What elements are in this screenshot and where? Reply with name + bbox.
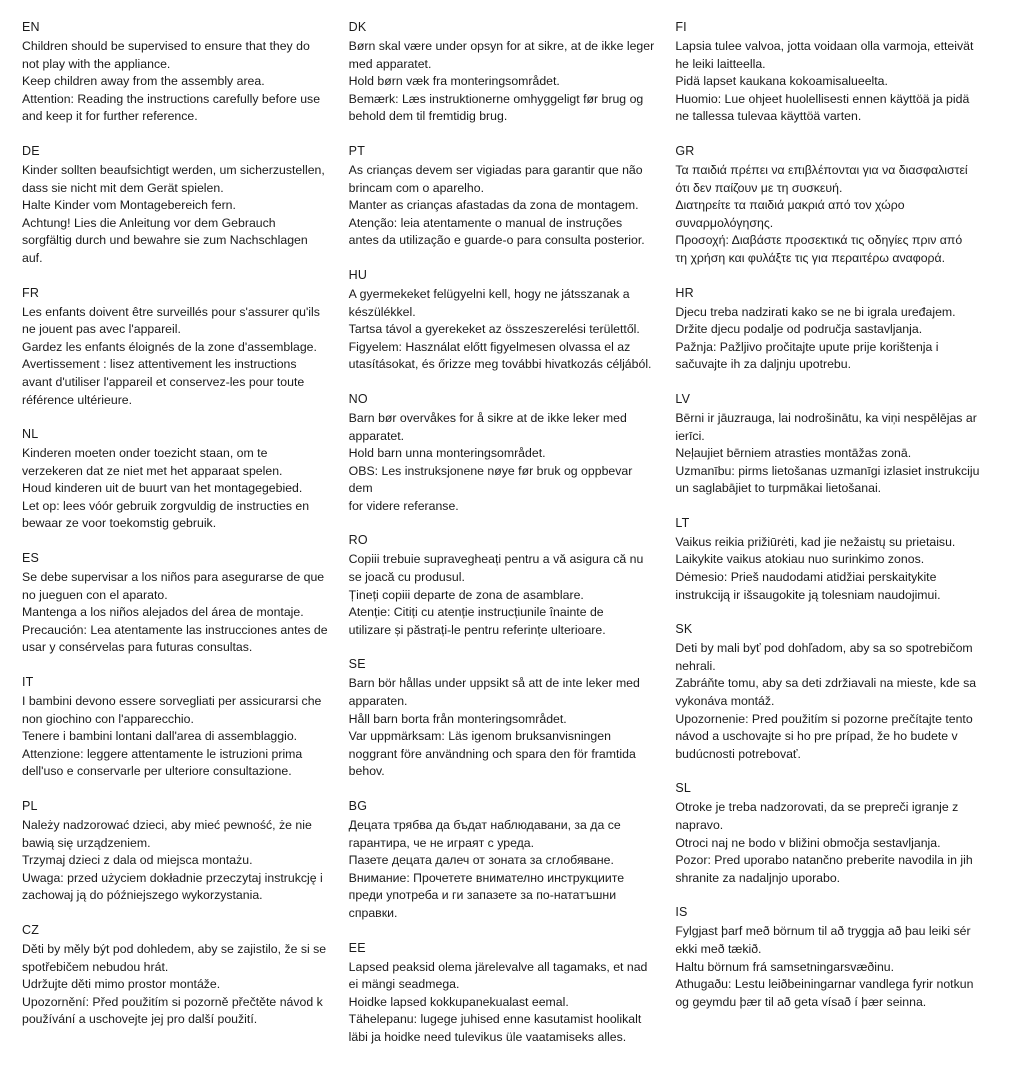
text-line: og geymdu þær til að geta vísað í þær seinna. [675, 994, 927, 1009]
text-line: he leiki laitteella. [675, 56, 766, 71]
language-block-hr [675, 286, 984, 374]
text-line: avant d'utiliser l'appareil et conservez-les pour toute [22, 374, 305, 389]
text-line: Gardez les enfants éloignés de la zone d'assemblage. [22, 339, 317, 354]
text-line: se joacă cu produsul. [348, 570, 465, 585]
text-line: apparatet. [348, 428, 405, 443]
text-line: Pažnja: Pažljivo pročitajte upute prije korištenja i [675, 339, 939, 354]
text-line: Dėmesio: Prieš naudodami atidžiai perskaitykite [675, 570, 937, 585]
language-code: DK [348, 20, 367, 34]
text-line: vykonáva montáž. [675, 694, 775, 709]
text-line: Halte Kinder vom Montagebereich fern. [22, 198, 236, 213]
language-code: FR [22, 285, 40, 300]
text-line: Children should be supervised to ensure that they do [22, 39, 310, 53]
text-line: Fylgjast þarf með börnum til að tryggja að þau leiki sér [675, 924, 971, 939]
text-line: Внимание: Прочетете внимателно инструкциите [348, 870, 625, 885]
language-column-3 [675, 20, 1002, 1029]
text-line: sačuvajte ih za daljnju upotrebu. [675, 357, 852, 372]
text-line: Upozornění: Před použitím si pozorně přečtěte návod k [22, 994, 323, 1009]
language-text [349, 410, 658, 516]
text-line: ekki með tækið. [675, 941, 762, 956]
text-line: τη χρήση και φυλάξτε τις για περαιτέρω αναφορά. [675, 250, 946, 265]
text-line: Manter as crianças afastadas da zona de montagem. [348, 198, 639, 213]
text-line: un saglabājiet to turpmākai lietošanai. [675, 481, 882, 496]
text-line: Attention: Reading the instructions carefully before use [22, 91, 321, 106]
language-block-sl [675, 781, 984, 887]
text-line: Let op: lees vóór gebruik zorgvuldig de instructies en [22, 498, 310, 513]
text-line: Uwaga: przed użyciem dokładnie przeczytaj instrukcję i [22, 870, 323, 885]
text-line: läbi ja hoidke need tulevikus üle vaatamiseks alles. [348, 1029, 627, 1044]
language-block-ro [349, 533, 658, 639]
text-line: Haltu börnum frá samsetningarsvæðinu. [675, 959, 895, 974]
text-line: Athugaðu: Lestu leiðbeiningarnar vandlega fyrir notkun [675, 977, 974, 992]
text-line: Децата трябва да бъдат наблюдавани, за да се [348, 818, 621, 832]
language-block-fr [22, 286, 331, 410]
language-text [349, 38, 658, 126]
language-block-bg [349, 799, 658, 923]
language-text [22, 162, 331, 268]
language-code: SL [675, 781, 692, 796]
text-line: справки. [348, 905, 398, 920]
text-line: Tenere i bambini lontani dall'area di assemblaggio. [22, 729, 298, 744]
language-block-is [675, 905, 984, 1011]
language-code: FI [675, 20, 687, 34]
text-line: Mantenga a los niños alejados del área de montaje. [22, 605, 304, 620]
text-line: készülékkel. [348, 304, 416, 319]
text-line: antes da utilização e guarde-o para consulta posterior. [348, 233, 645, 248]
text-line: for videre referanse. [348, 498, 459, 513]
language-block-nl [22, 427, 331, 533]
language-text [349, 162, 658, 250]
language-text [675, 534, 984, 604]
text-line: Hold barn unna monteringsområdet. [348, 446, 546, 461]
language-code: BG [348, 799, 368, 813]
text-line: nehrali. [675, 658, 716, 673]
text-line: shranite za nadaljnjo uporabo. [675, 870, 841, 885]
language-block-no [349, 392, 658, 516]
text-line: Achtung! Lies die Anleitung vor dem Gebrauch [22, 215, 276, 230]
language-block-se [349, 657, 658, 781]
text-line: bawią się urządzeniem. [22, 835, 151, 850]
text-line: Huomio: Lue ohjeet huolellisesti ennen käyttöä ja pidä [675, 91, 970, 106]
language-code: SE [348, 657, 366, 672]
language-block-lv [675, 392, 984, 498]
text-line: Uzmanību: pirms lietošanas uzmanīgi izlasiet instrukciju [675, 463, 980, 478]
language-code: LV [675, 391, 691, 406]
text-line: apparaten. [348, 694, 408, 709]
text-line: OBS: Les instruksjonene nøye før bruk og oppbevar dem [348, 463, 633, 496]
text-line: usar y consérvelas para futuras consultas. [22, 640, 253, 655]
text-line: auf. [22, 250, 43, 265]
text-line: Hoidke lapsed kokkupanekualast eemal. [348, 994, 569, 1009]
text-line: Děti by měly být pod dohledem, aby se zajistilo, že si se [22, 941, 327, 956]
text-line: Børn skal være under opsyn for at sikre, at de ikke leger [348, 39, 655, 53]
text-line: brincam com o aparelho. [348, 180, 485, 195]
text-line: Țineți copiii departe de zona de asamblare. [348, 587, 584, 602]
language-block-ee [349, 941, 658, 1047]
language-code: EE [348, 940, 366, 955]
text-line: Udržujte děti mimo prostor montáže. [22, 977, 221, 992]
text-line: Pozor: Pred uporabo natančno preberite navodila in jih [675, 853, 973, 868]
language-text [675, 799, 984, 887]
language-block-it [22, 675, 331, 781]
language-text [675, 410, 984, 498]
text-line: spotřebičem nebudou hrát. [22, 959, 169, 974]
text-line: Kinder sollten beaufsichtigt werden, um sicherzustellen, [22, 162, 325, 177]
text-line: Hold børn væk fra monteringsområdet. [348, 74, 560, 89]
text-line: Lapsed peaksid olema järelevalve all tagamaks, et nad [348, 959, 648, 974]
text-line: behold dem til fremtidig brug. [348, 109, 508, 124]
text-line: Bērni ir jāuzrauga, lai nodrošinātu, ka viņi nespēlējas ar [675, 410, 977, 425]
language-block-pt [349, 144, 658, 250]
text-line: Håll barn borta från monteringsområdet. [348, 711, 567, 726]
language-code: RO [348, 533, 368, 548]
text-line: ei mängi seadmega. [348, 977, 460, 992]
language-block-hu [349, 268, 658, 374]
language-code: SK [675, 622, 693, 637]
language-text [675, 304, 984, 374]
text-line: Avertissement : lisez attentivement les instructions [22, 357, 297, 372]
text-line: Les enfants doivent être surveillés pour s'assurer qu'ils [22, 304, 320, 319]
language-code: PT [348, 143, 366, 158]
text-line: dass sie nicht mit dem Gerät spielen. [22, 180, 224, 195]
text-line: Zabráňte tomu, aby sa deti zdržiavali na mieste, kde sa [675, 676, 977, 691]
text-line: Otroke je treba nadzorovati, da se prepreči igranje z [675, 800, 959, 815]
language-code: NO [348, 391, 368, 406]
text-line: Djecu treba nadzirati kako se ne bi igrala uređajem. [675, 304, 956, 319]
text-line: Należy nadzorować dzieci, aby mieć pewność, że nie [22, 818, 312, 832]
text-line: behov. [348, 764, 385, 779]
language-text [349, 675, 658, 781]
text-line: Barn bör hållas under uppsikt så att de inte leker med [348, 676, 640, 691]
text-line: Atenção: leia atentamente o manual de instruções [348, 215, 623, 230]
text-line: ότι δεν παίζουν με τη συσκευή. [675, 180, 843, 195]
text-line: Trzymaj dzieci z dala od miejsca montażu. [22, 853, 253, 868]
text-line: Se debe supervisar a los niños para asegurarse de que [22, 570, 325, 585]
language-block-es [22, 551, 331, 657]
language-text [22, 38, 331, 126]
text-line: Houd kinderen uit de buurt van het montagegebied. [22, 481, 303, 496]
text-line: Tähelepanu: lugege juhised enne kasutamist hoolikalt [348, 1012, 642, 1027]
text-line: med apparatet. [348, 56, 432, 71]
language-text [22, 569, 331, 657]
text-line: not play with the appliance. [22, 56, 171, 71]
language-text [349, 959, 658, 1047]
language-code: IS [675, 905, 688, 920]
text-line: noggrant före användning och spara den för framtida [348, 746, 636, 761]
text-line: dell'uso e conservarle per ulteriore consultazione. [22, 764, 292, 779]
language-block-cz [22, 923, 331, 1029]
language-text [675, 640, 984, 763]
text-line: Τα παιδιά πρέπει να επιβλέπονται για να διασφαλιστεί [675, 162, 968, 177]
text-line: bewaar ze voor toekomstig gebruik. [22, 516, 217, 531]
text-line: návod a uschovajte si ho pre prípad, že ho budete v [675, 729, 958, 744]
text-line: I bambini devono essere sorvegliati per assicurarsi che [22, 694, 322, 709]
text-line: Držite djecu podalje od područja sastavljanja. [675, 322, 923, 337]
text-line: budúcnosti potrebovať. [675, 746, 801, 761]
language-block-fi [675, 20, 984, 126]
text-line: sorgfältig durch und bewahre sie zum Nachschlagen [22, 233, 308, 248]
language-code: ES [22, 551, 40, 566]
text-line: Deti by mali byť pod dohľadom, aby sa so spotrebičom [675, 641, 973, 656]
text-line: As crianças devem ser vigiadas para garantir que não [348, 162, 643, 177]
text-line: Figyelem: Használat előtt figyelmesen olvassa el az [348, 339, 631, 354]
language-block-dk [349, 20, 658, 126]
text-line: Neļaujiet bērniem atrasties montāžas zonā. [675, 446, 912, 461]
text-line: Var uppmärksam: Läs igenom bruksanvisningen [348, 729, 611, 744]
text-line: verzekeren dat ze niet met het apparaat spelen. [22, 463, 283, 478]
text-line: Προσοχή: Διαβάστε προσεκτικά τις οδηγίες πριν από [675, 233, 963, 248]
language-code: LT [675, 515, 690, 530]
language-text [675, 38, 984, 126]
language-text [675, 162, 984, 268]
language-column-2 [349, 20, 676, 1065]
language-block-lt [675, 516, 984, 604]
text-line: používání a uschovejte jej pro další použití. [22, 1012, 258, 1027]
language-block-de [22, 144, 331, 268]
text-line: Kinderen moeten onder toezicht staan, om te [22, 446, 268, 461]
text-line: Upozornenie: Pred použitím si pozorne prečítajte tento [675, 711, 973, 726]
text-line: instrukciją ir išsaugokite ją tolesniam naudojimui. [675, 587, 941, 602]
language-code: GR [675, 143, 695, 158]
text-line: Tartsa távol a gyerekeket az összeszerelési területtől. [348, 322, 640, 337]
language-column-1 [22, 20, 349, 1047]
text-line: ne jouent pas avec l'appareil. [22, 322, 181, 337]
text-line: Пазете децата далеч от зоната за сглобяване. [348, 853, 614, 868]
text-line: Barn bør overvåkes for å sikre at de ikke leker med [348, 410, 627, 425]
language-code: PL [22, 799, 38, 813]
language-code: IT [22, 675, 34, 690]
language-text [675, 923, 984, 1011]
language-code: HR [675, 285, 694, 300]
text-line: гарантира, че не играят с уреда. [348, 835, 535, 850]
text-line: Laikykite vaikus atokiau nuo surinkimo zonos. [675, 552, 925, 567]
text-line: преди употреба и ги запазете за по-нататъшни [348, 888, 617, 903]
text-line: Otroci naj ne bodo v bližini območja sestavljanja. [675, 835, 941, 850]
language-code: HU [348, 267, 368, 282]
language-text [349, 286, 658, 374]
text-line: no jueguen con el aparato. [22, 587, 168, 602]
language-text [349, 817, 658, 923]
text-line: napravo. [675, 818, 724, 832]
language-code: CZ [22, 922, 40, 937]
language-text [22, 445, 331, 533]
language-text [349, 551, 658, 639]
text-line: Precaución: Lea atentamente las instrucciones antes de [22, 622, 328, 637]
language-text [22, 817, 331, 905]
language-code: DE [22, 143, 40, 158]
language-code: NL [22, 427, 39, 442]
text-line: non giochino con l'apparecchio. [22, 711, 194, 726]
text-line: ne tallessa tulevaa käyttöä varten. [675, 109, 862, 124]
language-text [22, 693, 331, 781]
text-line: Vaikus reikia prižiūrėti, kad jie nežaistų su prietaisu. [675, 534, 956, 549]
text-line: Copiii trebuie supravegheați pentru a vă asigura că nu [348, 552, 644, 567]
text-line: zachowaj ją do późniejszego wykorzystania. [22, 888, 263, 903]
text-line: Atenție: Citiți cu atenție instrucțiunile înainte de [348, 605, 604, 620]
language-text [22, 941, 331, 1029]
text-line: Διατηρείτε τα παιδιά μακριά από τον χώρο [675, 198, 905, 213]
text-line: Pidä lapset kaukana kokoamisalueelta. [675, 74, 888, 89]
text-line: référence ultérieure. [22, 392, 133, 407]
text-line: A gyermekeket felügyelni kell, hogy ne játsszanak a [348, 286, 630, 301]
text-line: συναρμολόγησης. [675, 215, 774, 230]
text-line: Lapsia tulee valvoa, jotta voidaan olla varmoja, etteivät [675, 39, 974, 53]
text-line: and keep it for further reference. [22, 109, 198, 124]
language-block-sk [675, 622, 984, 763]
language-block-pl [22, 799, 331, 905]
language-text [22, 304, 331, 410]
text-line: Bemærk: Læs instruktionerne omhyggeligt før brug og [348, 91, 644, 106]
text-line: ierīci. [675, 428, 705, 443]
text-line: Attenzione: leggere attentamente le istruzioni prima [22, 746, 303, 761]
language-block-en [22, 20, 331, 126]
language-block-gr [675, 144, 984, 268]
text-line: Keep children away from the assembly area. [22, 74, 265, 89]
text-line: utasításokat, és őrizze meg további hivatkozás céljából. [348, 357, 652, 372]
language-code: EN [22, 20, 40, 34]
text-line: utilizare și păstrați-le pentru referințe ulterioare. [348, 622, 606, 637]
